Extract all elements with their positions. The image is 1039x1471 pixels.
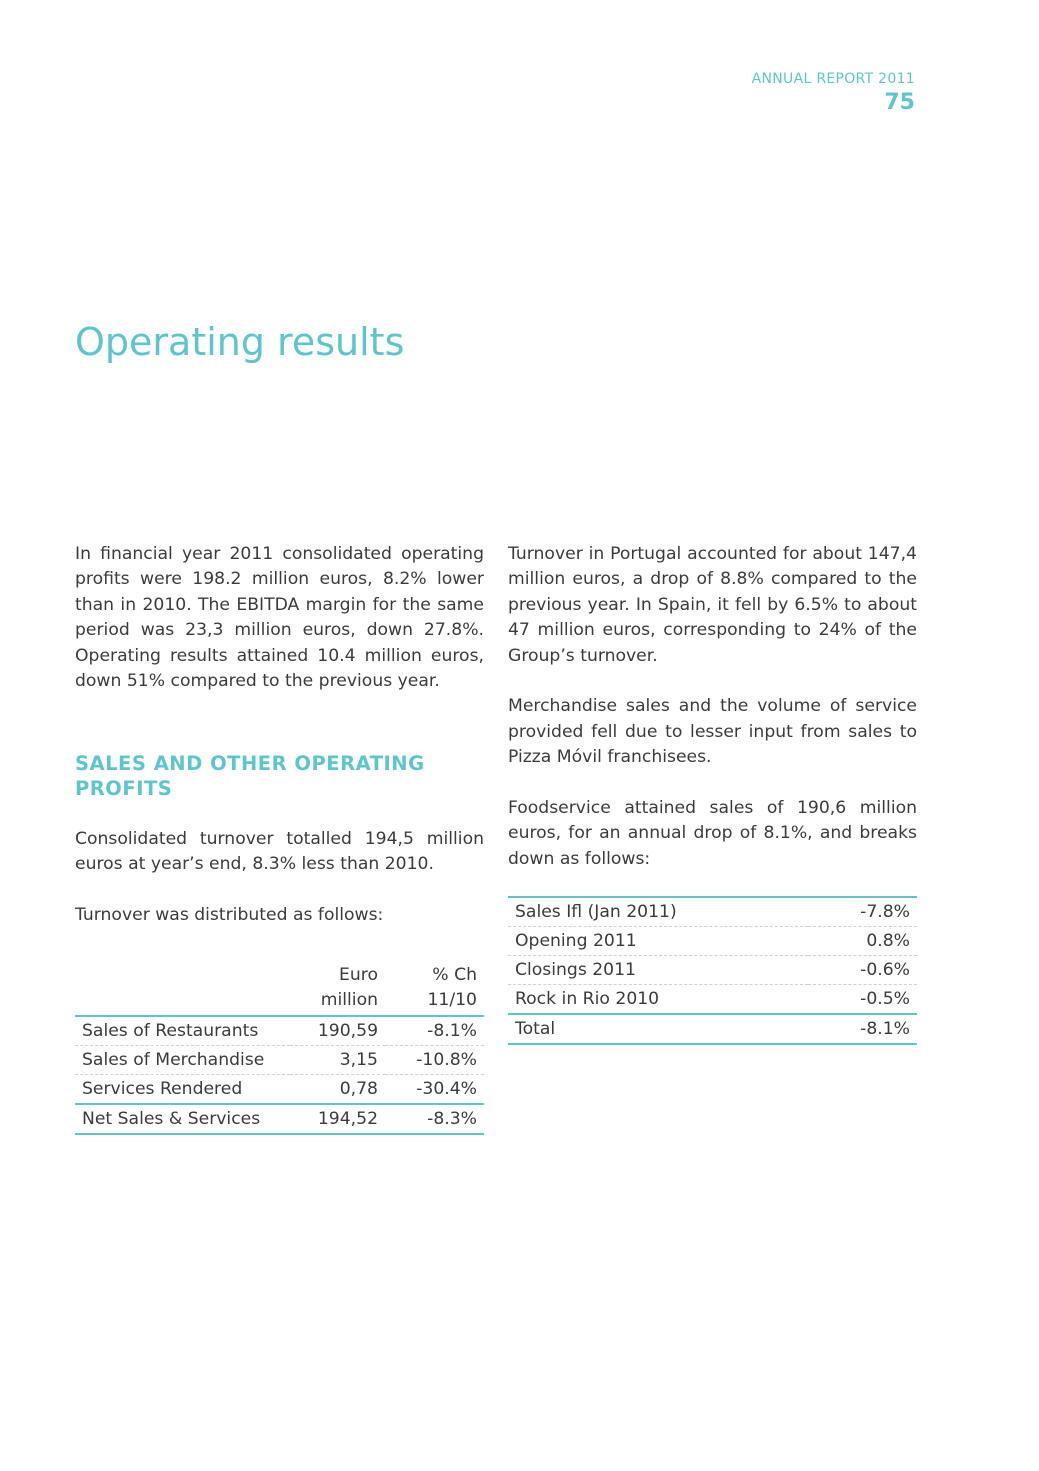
portugal-paragraph: Turnover in Portugal accounted for about 147,4 million euros, a drop of 8.8% compared to the previous year. In Spain, it fell by 6.5% to about 47 million euros, corresponding to 24% of the Group’s turnover. bbox=[508, 544, 917, 666]
row-label: Rock in Rio 2010 bbox=[508, 985, 808, 1015]
total-row bbox=[75, 1104, 484, 1134]
row-change: 0.8% bbox=[808, 927, 917, 956]
header-blank bbox=[75, 988, 290, 1016]
row-change: -7.8% bbox=[808, 897, 917, 927]
row-label: Opening 2011 bbox=[508, 927, 808, 956]
right-column bbox=[508, 542, 917, 1045]
total-value: 194,52 bbox=[290, 1104, 385, 1134]
row-label: Services Rendered bbox=[75, 1075, 290, 1105]
row-change: -10.8% bbox=[385, 1046, 484, 1075]
row-value: 190,59 bbox=[290, 1016, 385, 1046]
table-row bbox=[508, 927, 917, 956]
header-million: million bbox=[290, 988, 385, 1016]
row-label: Sales Ifl (Jan 2011) bbox=[508, 897, 808, 927]
intro-paragraph: In financial year 2011 consolidated operating profits were 198.2 million euros, 8.2% lower than in 2010. The EBITDA margin for the same period was 23,3 million euros, down 27.8%. Operating results attained 10.4 million euros, down 51% compared to the previous year. bbox=[75, 544, 484, 692]
header-euro: Euro bbox=[339, 965, 378, 986]
row-change: -0.5% bbox=[808, 985, 917, 1015]
section-heading: SALES AND OTHER OPERATING PROFITS bbox=[75, 752, 425, 801]
row-value: 3,15 bbox=[290, 1046, 385, 1075]
left-column bbox=[75, 542, 484, 1135]
row-label: Sales of Restaurants bbox=[75, 1016, 290, 1046]
total-change: -8.3% bbox=[385, 1104, 484, 1134]
row-value: 0,78 bbox=[290, 1075, 385, 1105]
table-row bbox=[508, 985, 917, 1015]
total-row bbox=[508, 1014, 917, 1044]
table-row bbox=[75, 1046, 484, 1075]
total-label: Total bbox=[508, 1014, 808, 1044]
row-label: Closings 2011 bbox=[508, 956, 808, 985]
table-row bbox=[75, 1075, 484, 1105]
total-label: Net Sales & Services bbox=[75, 1104, 290, 1134]
row-label: Sales of Merchandise bbox=[75, 1046, 290, 1075]
page-number: 75 bbox=[884, 90, 915, 115]
merchandise-paragraph: Merchandise sales and the volume of service provided fell due to lesser input from sales to Pizza Móvil franchisees. bbox=[508, 696, 917, 768]
foodservice-paragraph: Foodservice attained sales of 190,6 million euros, for an annual drop of 8.1%, and breaks down as follows: bbox=[508, 798, 917, 869]
report-label: ANNUAL REPORT 2011 bbox=[751, 71, 915, 87]
page-title: Operating results bbox=[75, 320, 405, 364]
table-row bbox=[75, 1016, 484, 1046]
row-change: -30.4% bbox=[385, 1075, 484, 1105]
total-change: -8.1% bbox=[808, 1014, 917, 1044]
distribution-paragraph: Turnover was distributed as follows: bbox=[75, 905, 384, 926]
header-blank bbox=[75, 963, 290, 988]
turnover-table bbox=[75, 963, 484, 1135]
header-period: 11/10 bbox=[385, 988, 484, 1016]
table-row bbox=[508, 956, 917, 985]
header-pct: % Ch bbox=[432, 965, 477, 986]
turnover-paragraph: Consolidated turnover totalled 194,5 million euros at year’s end, 8.3% less than 2010. bbox=[75, 828, 484, 875]
row-change: -0.6% bbox=[808, 956, 917, 985]
foodservice-table bbox=[508, 896, 917, 1045]
table-row bbox=[508, 897, 917, 927]
row-change: -8.1% bbox=[385, 1016, 484, 1046]
